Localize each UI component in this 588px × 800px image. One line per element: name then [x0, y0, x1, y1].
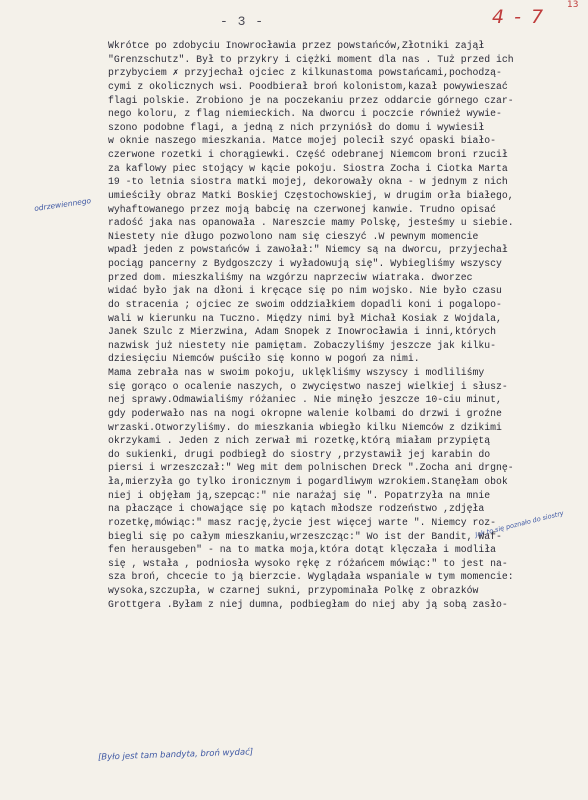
text-line: nej sprawy.Odmawialiśmy różaniec . Nie minęło jeszcze 10-ciu minut,	[108, 394, 502, 406]
text-line: wpadł jeden z powstańców i zawołał:" Niemcy są na dworcu, przyjechał	[108, 244, 508, 256]
text-line: przed dom. mieszkaliśmy na wzgórzu naprzeciw wiatraka. dworzec	[108, 271, 473, 283]
text-line: dziesięciu Niemców puściło się konno w pogoń za nimi.	[108, 353, 420, 365]
text-line: się , wstała , podniosła wysoko rękę z różańcem mówiąc:" to jest na-	[108, 557, 508, 569]
text-line: ła,mierzyła go tylko ironicznym i pogardliwym wzrokiem.Stanęłam obok	[108, 476, 508, 487]
text-line: cymi z okolicznych wsi. Poodbierał broń kolonistom,kazał powywieszać	[108, 80, 508, 92]
text-line: wali w kierunku na Tuczno. Między nimi był Michał Kosiak z Wojdala,	[108, 312, 502, 324]
text-line: biegli się po całym mieszkaniu,wrzeszcząc:" Wo ist der Bandit, Waf-	[108, 530, 502, 542]
text-line: nazwisk już niestety nie pamiętam. Zobaczyliśmy jeszcze jak kilku-	[108, 339, 497, 351]
text-line: wyhaftowanego przez moją babcię na czerwonej kanwie. Trudno opisać	[108, 203, 497, 215]
text-line: na płaczące i chowające się po kątach młodsze rodzeństwo ,zdjęła	[108, 503, 485, 515]
text-line: rozetkę,mówiąc:" masz rację,życie jest więcej warte ". Niemcy roz-	[108, 516, 497, 528]
corner-annotation: 4 - 7	[492, 6, 546, 28]
typed-text-body	[108, 39, 558, 611]
text-line: Wkrótce po zdobyciu Inowrocławia przez powstańców,Złotniki zajął	[108, 40, 485, 51]
left-margin-annotation: odrzewiennego	[33, 196, 92, 213]
text-line: umieściły obraz Matki Boskiej Częstochowskiej, w drugim orła białego,	[108, 189, 514, 201]
text-line: gdy poderwało nas na nogi okropne walenie kolbami do drzwi i groźne	[108, 407, 502, 419]
text-line: Janek Szulc z Mierzwina, Adam Snopek z Inowrocławia i inni,których	[108, 326, 497, 338]
text-line: fen herausgeben" - na to matka moja,która dotąt klęczała i modliła	[108, 544, 497, 556]
corner-page-mark: 13	[567, 0, 579, 10]
text-line: Mama zebrała nas w swoim pokoju, uklękliśmy wszyscy i modliliśmy	[108, 367, 485, 378]
right-margin-annotation: Jak to się poznało do siostry	[474, 509, 565, 539]
text-line: radość jaka nas opanowała . Nareszcie mamy Polskę, jesteśmy u siebie.	[108, 217, 514, 229]
text-line: Grottgera .Byłam z niej dumna, podbiegłam do niej aby ją sobą zasło-	[108, 598, 508, 610]
text-line: okrzykami . Jeden z nich zerwał mi rozetkę,którą miałam przypiętą	[108, 435, 491, 447]
text-line: do sukienki, drugi podbiegł do siostry ,przystawił jej karabin do	[108, 448, 491, 460]
text-line: szono podobne flagi, a jedną z nich przyniósł do domu i wywiesił	[108, 121, 485, 133]
text-line: nego koloru, z flag niemieckich. Na dworcu i poczcie również wywie-	[108, 108, 502, 120]
text-line: wysoka,szczupła, w czarnej sukni, przypominała Polkę z obrazków	[108, 585, 479, 596]
text-line: w oknie naszego mieszkania. Matce mojej polecił szyć opaski biało-	[108, 135, 497, 147]
text-line: za kaflowy piec stojący w kącie pokoju. Siostra Zocha i Ciotka Marta	[108, 162, 508, 174]
text-line: do stracenia ; ojciec ze swoim oddziałkiem dopadli koni i pogalopo-	[108, 298, 502, 310]
page-number: - 3 -	[220, 14, 265, 29]
text-line: wrzaski.Otworzyliśmy. do mieszkania wbiegło kilku Niemców z dzikimi	[108, 421, 502, 433]
text-line: piersi i wrzeszczał:" Weg mit dem polnischen Dreck ".Zocha ani drgnę-	[108, 462, 514, 474]
bottom-handwritten-annotation: [Było jest tam bandyta, broń wydać]	[97, 747, 254, 763]
text-line: niej i objęłam ją,szepcąc:" nie narażaj się ". Popatrzyła na mnie	[108, 489, 491, 501]
text-line: pociąg pancerny z Bydgoszczy i wyładowują się". Wybiegliśmy wszyscy	[108, 258, 502, 269]
text-line: "Grenzschutz". Był to przykry i ciężki moment dla nas . Tuż przed ich	[108, 53, 514, 65]
text-line: przybyciem ✗ przyjechał ojciec z kilkunastoma powstańcami,pochodzą-	[108, 67, 502, 79]
text-line: 19 -to letnia siostra matki mojej, dekorowały okna - w jednym z nich	[108, 176, 508, 188]
text-line: się gorąco o ocalenie naszych, o zwycięstwo naszej wielkiej i słusz-	[108, 380, 508, 392]
text-line: Niestety nie długo pozwolono nam się cieszyć .W pewnym momencie	[108, 230, 479, 242]
text-line: widać było jak na dłoni i kręcące się po nim wojsko. Nie było czasu	[108, 285, 502, 297]
text-line: czerwone rozetki i chorągiewki. Część odebranej Niemcom broni rzucił	[108, 149, 508, 160]
text-line: flagi polskie. Zrobiono je na poczekaniu przez oddarcie górnego czar-	[108, 94, 514, 106]
text-line: sza broń, chcecie to ją bierzcie. Wyglądała wspaniale w tym momencie:	[108, 571, 514, 583]
